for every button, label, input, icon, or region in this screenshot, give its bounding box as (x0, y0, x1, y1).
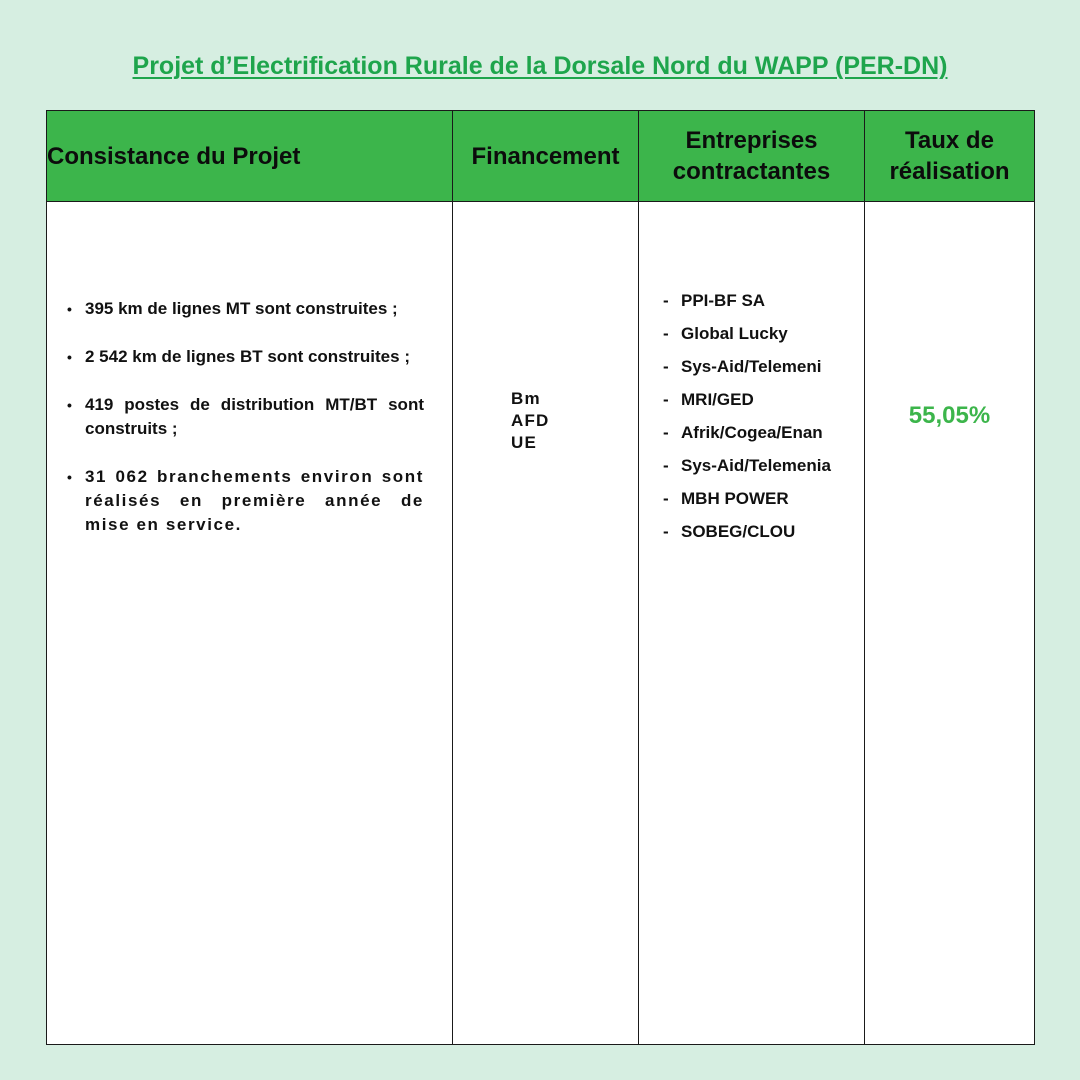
cell-entreprises (639, 202, 865, 1045)
entreprises-list (639, 202, 864, 548)
header-financement: Financement (453, 111, 639, 202)
taux-realisation-value: 55,05% (908, 402, 991, 429)
consistance-item (67, 465, 424, 537)
bullet-icon: • (67, 397, 72, 413)
entreprise-name: Afrik/Cogea/Enan (681, 423, 823, 442)
dash-icon: - (663, 489, 669, 508)
header-taux-line1: Taux de (905, 127, 994, 154)
header-entreprises (639, 111, 865, 202)
header-entreprises-line2: contractantes (672, 158, 831, 185)
dash-icon: - (663, 456, 669, 475)
consistance-item-text: 31 062 branchements environ sont réalisés en première année de mise en service. (85, 467, 424, 534)
entreprise-item (663, 350, 864, 383)
entreprise-name: SOBEG/CLOU (681, 522, 796, 541)
entreprise-item (663, 284, 864, 317)
consistance-item (67, 393, 424, 441)
entreprise-item (663, 449, 864, 482)
consistance-list (47, 202, 452, 537)
body-row (47, 202, 1035, 1045)
entreprise-item (663, 317, 864, 350)
consistance-item (67, 345, 424, 369)
dash-icon: - (663, 357, 669, 376)
entreprise-item (663, 482, 864, 515)
dash-icon: - (663, 324, 669, 343)
header-row (47, 111, 1035, 202)
financement-item: UE (511, 433, 538, 452)
consistance-item (67, 297, 424, 321)
entreprise-name: MBH POWER (681, 489, 789, 508)
header-consistance: Consistance du Projet (47, 111, 453, 202)
bullet-icon: • (67, 301, 72, 317)
entreprise-name: Sys-Aid/Telemeni (681, 357, 822, 376)
consistance-item-text: 419 postes de distribution MT/BT sont construits ; (85, 395, 424, 438)
entreprise-item (663, 383, 864, 416)
dash-icon: - (663, 390, 669, 409)
financement-item: AFD (511, 411, 550, 430)
bullet-icon: • (67, 349, 72, 365)
consistance-item-text: 395 km de lignes MT sont construites ; (85, 299, 398, 318)
financement-list (453, 202, 638, 454)
project-table (46, 110, 1035, 1045)
entreprise-name: Sys-Aid/Telemenia (681, 456, 831, 475)
dash-icon: - (663, 291, 669, 310)
bullet-icon: • (67, 469, 74, 485)
cell-consistance (47, 202, 453, 1045)
dash-icon: - (663, 522, 669, 541)
entreprise-item (663, 416, 864, 449)
entreprise-name: MRI/GED (681, 390, 754, 409)
financement-item: Bm (511, 389, 541, 408)
document-title: Projet d’Electrification Rurale de la Dorsale Nord du WAPP (PER-DN) (132, 52, 948, 80)
header-taux (865, 111, 1035, 202)
header-entreprises-line1: Entreprises (685, 127, 818, 154)
dash-icon: - (663, 423, 669, 442)
entreprise-name: Global Lucky (681, 324, 788, 343)
entreprise-item (663, 515, 864, 548)
cell-taux (865, 202, 1035, 1045)
entreprise-name: PPI-BF SA (681, 291, 766, 310)
cell-financement (453, 202, 639, 1045)
header-taux-line2: réalisation (889, 158, 1010, 185)
consistance-item-text: 2 542 km de lignes BT sont construites ; (85, 347, 410, 366)
